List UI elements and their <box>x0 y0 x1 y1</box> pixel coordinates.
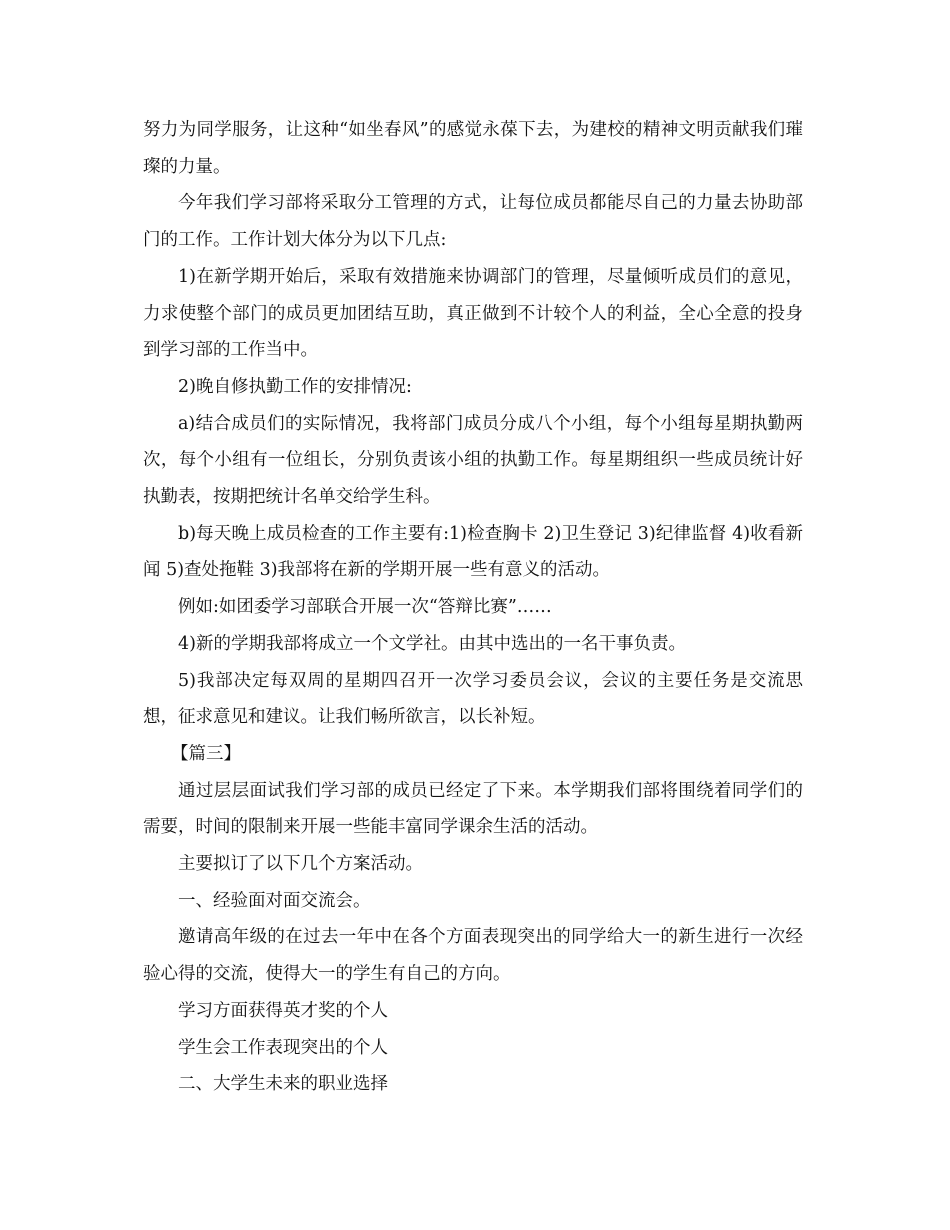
paragraph: 今年我们学习部将采取分工管理的方式，让每位成员都能尽自己的力量去协助部门的工作。工作计划大体分为以下几点: <box>143 193 803 251</box>
paragraph: a)结合成员们的实际情况，我将部门成员分成八个小组，每个小组每星期执勤两次，每个小组有一位组长，分别负责该小组的执勤工作。每星期组织一些成员统计好执勤表，按期把统计名单交给学生科。 <box>143 413 803 508</box>
paragraph: b)每天晚上成员检查的工作主要有:1)检查胸卡 2)卫生登记 3)纪律监督 4)收看新闻 5)查处拖鞋 3)我部将在新的学期开展一些有意义的活动。 <box>143 523 803 581</box>
section-heading: 【篇三】 <box>171 743 241 764</box>
paragraph: 一、经验面对面交流会。 <box>178 890 371 911</box>
paragraph: 1)在新学期开始后，采取有效措施来协调部门的管理，尽量倾听成员们的意见，力求使整个部门的成员更加团结互助，真正做到不计较个人的利益，全心全意的投身到学习部的工作当中。 <box>143 266 803 361</box>
paragraph: 学习方面获得英才奖的个人 <box>178 1000 388 1021</box>
document-body <box>143 112 803 1103</box>
paragraph: 主要拟订了以下几个方案活动。 <box>178 854 423 875</box>
paragraph: 5)我部决定每双周的星期四召开一次学习委员会议，会议的主要任务是交流思想，征求意见和建议。让我们畅所欲言，以长补短。 <box>143 670 803 728</box>
paragraph: 努力为同学服务，让这种“如坐春风”的感觉永葆下去，为建校的精神文明贡献我们璀璨的力量。 <box>143 120 803 177</box>
paragraph: 通过层层面试我们学习部的成员已经定了下来。本学期我们部将围绕着同学们的需要，时间的限制来开展一些能丰富同学课余生活的活动。 <box>143 780 803 838</box>
paragraph: 学生会工作表现突出的个人 <box>178 1037 388 1058</box>
paragraph: 4)新的学期我部将成立一个文学社。由其中选出的一名干事负责。 <box>178 633 686 654</box>
paragraph: 例如:如团委学习部联合开展一次“答辩比赛”…… <box>178 597 552 618</box>
paragraph: 二、大学生未来的职业选择 <box>178 1074 388 1095</box>
paragraph: 邀请高年级的在过去一年中在各个方面表现突出的同学给大一的新生进行一次经验心得的交流，使得大一的学生有自己的方向。 <box>143 927 803 985</box>
paragraph: 2)晚自修执勤工作的安排情况: <box>178 376 412 397</box>
